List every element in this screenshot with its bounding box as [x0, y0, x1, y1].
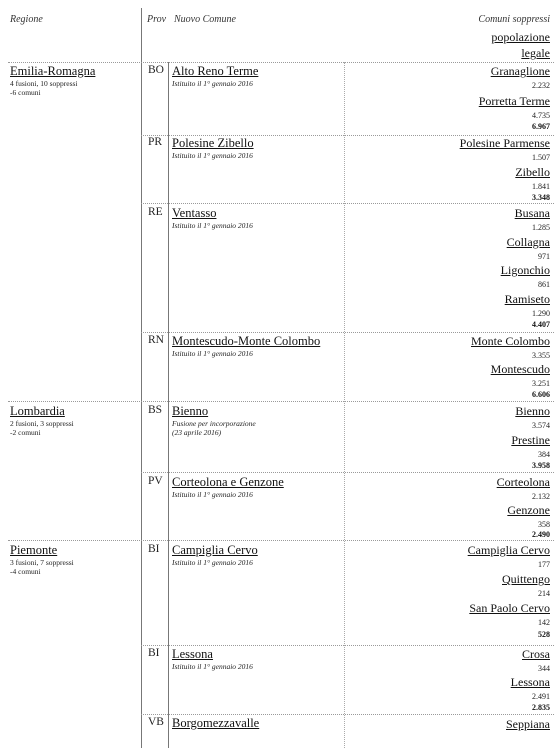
nuovo-comune [172, 136, 254, 160]
soppresso-pop: 384 [538, 450, 550, 459]
soppresso-name: Bienno [515, 404, 550, 418]
comune-name: Polesine Zibello [172, 136, 254, 150]
soppresso-pop: 2.232 [532, 81, 550, 90]
comune-name: Lessona [172, 647, 213, 661]
header-nuovo-comune: Nuovo Comune [174, 14, 236, 25]
soppresso-pop: 3.355 [532, 351, 550, 360]
soppresso-name: Corteolona [496, 475, 550, 489]
comune-name: Campiglia Cervo [172, 543, 258, 557]
row-divider [141, 203, 554, 204]
nuovo-comune [172, 647, 253, 671]
region-summary: -6 comuni [10, 88, 41, 97]
nuovo-comune [172, 475, 284, 499]
prov-code: PR [148, 136, 163, 148]
nuovo-comune [172, 404, 256, 437]
soppresso-pop: 3.251 [532, 379, 550, 388]
soppresso-name: Ligonchio [500, 263, 550, 277]
row-divider [141, 332, 554, 333]
soppresso-name: Genzone [507, 503, 550, 517]
soppresso-pop: 2.491 [532, 692, 550, 701]
total-pop: 3.958 [532, 461, 550, 470]
nuovo-comune [172, 206, 253, 230]
prov-code: BI [148, 647, 160, 659]
soppresso-pop: 971 [538, 252, 550, 261]
soppresso-name: Prestine [511, 433, 550, 447]
total-pop: 2.835 [532, 703, 550, 712]
soppresso-pop: 3.574 [532, 421, 550, 430]
total-pop: 528 [538, 630, 550, 639]
row-divider [8, 401, 554, 402]
soppresso-pop: 4.735 [532, 111, 550, 120]
header-legale: legale [521, 46, 550, 60]
soppresso-pop: 142 [538, 618, 550, 627]
soppresso-pop: 861 [538, 280, 550, 289]
row-divider [8, 540, 554, 541]
total-pop: 6.606 [532, 390, 550, 399]
soppresso-pop: 344 [538, 664, 550, 673]
soppresso-name: Quittengo [502, 572, 550, 586]
comune-note: Istituito il 1° gennaio 2016 [172, 349, 253, 358]
header-prov: Prov [147, 14, 167, 25]
comune-name: Alto Reno Terme [172, 64, 259, 78]
soppresso-name: Polesine Parmense [459, 136, 550, 150]
soppresso-pop: 1.507 [532, 153, 550, 162]
comune-note: Istituito il 1° gennaio 2016 [172, 221, 253, 230]
prov-code: RN [148, 334, 164, 346]
region-summary: 3 fusioni, 7 soppressi [10, 558, 74, 567]
comune-name: Bienno [172, 404, 209, 418]
soppresso-pop: 358 [538, 520, 550, 529]
nuovo-comune [172, 716, 259, 731]
soppresso-name: Collagna [506, 235, 550, 249]
soppresso-pop: 177 [538, 560, 550, 569]
total-pop: 3.348 [532, 193, 550, 202]
region-block [10, 543, 74, 576]
prov-code: PV [148, 475, 163, 487]
soppresso-pop: 214 [538, 589, 550, 598]
comune-note: Istituito il 1° gennaio 2016 [172, 662, 253, 671]
soppresso-name: Montescudo [490, 362, 550, 376]
soppresso-pop: 1.285 [532, 223, 550, 232]
soppresso-name: Porretta Terme [478, 94, 550, 108]
prov-code: RE [148, 206, 163, 218]
soppresso-name: San Paolo Cervo [469, 601, 550, 615]
soppresso-name: Ramiseto [504, 292, 550, 306]
comune-note: (23 aprile 2016) [172, 428, 222, 437]
soppresso-name: Zibello [515, 165, 550, 179]
comune-name: Ventasso [172, 206, 217, 220]
soppresso-pop: 1.841 [532, 182, 550, 191]
column-divider [141, 8, 142, 748]
prov-code: BO [148, 64, 164, 76]
soppresso-name: Monte Colombo [470, 334, 550, 348]
prov-code: VB [148, 716, 164, 728]
soppresso-name: Granaglione [490, 64, 550, 78]
region-name: Piemonte [10, 543, 58, 557]
region-summary: -2 comuni [10, 428, 41, 437]
nuovo-comune [172, 64, 258, 88]
nuovo-comune [172, 334, 320, 358]
comune-note: Istituito il 1° gennaio 2016 [172, 79, 253, 88]
soppresso-pop: 1.290 [532, 309, 550, 318]
total-pop: 4.407 [532, 320, 550, 329]
total-pop: 2.490 [532, 530, 550, 539]
row-divider [141, 714, 554, 715]
total-pop: 6.967 [532, 122, 550, 131]
soppresso-name: Busana [514, 206, 550, 220]
comune-name: Borgomezzavalle [172, 716, 260, 730]
region-summary: -4 comuni [10, 567, 41, 576]
header-popolazione: popolazione [491, 30, 550, 44]
soppresso-name: Seppiana [506, 717, 550, 731]
nuovo-comune [172, 543, 258, 567]
region-name: Emilia-Romagna [10, 64, 96, 78]
prov-code: BS [148, 404, 163, 416]
region-summary: 2 fusioni, 3 soppressi [10, 419, 74, 428]
prov-code: BI [148, 543, 160, 555]
region-block [10, 64, 95, 97]
comune-name: Corteolona e Genzone [172, 475, 284, 489]
region-name: Lombardia [10, 404, 65, 418]
region-summary: 4 fusioni, 10 soppressi [10, 79, 78, 88]
comune-name: Montescudo-Monte Colombo [172, 334, 321, 348]
soppresso-name: Lessona [510, 675, 550, 689]
soppresso-name: Campiglia Cervo [467, 543, 550, 557]
soppresso-name: Crosa [522, 647, 550, 661]
header-comuni-soppressi: Comuni soppressi [478, 14, 550, 25]
comune-note: Istituito il 1° gennaio 2016 [172, 490, 253, 499]
region-block [10, 404, 74, 437]
comune-note: Istituito il 1° gennaio 2016 [172, 151, 253, 160]
header-regione: Regione [10, 14, 43, 25]
row-divider [8, 62, 554, 63]
comune-note: Fusione per incorporazione [172, 419, 256, 428]
soppresso-pop: 2.132 [532, 492, 550, 501]
row-divider [141, 645, 554, 646]
comune-note: Istituito il 1° gennaio 2016 [172, 558, 253, 567]
row-divider [141, 472, 554, 473]
